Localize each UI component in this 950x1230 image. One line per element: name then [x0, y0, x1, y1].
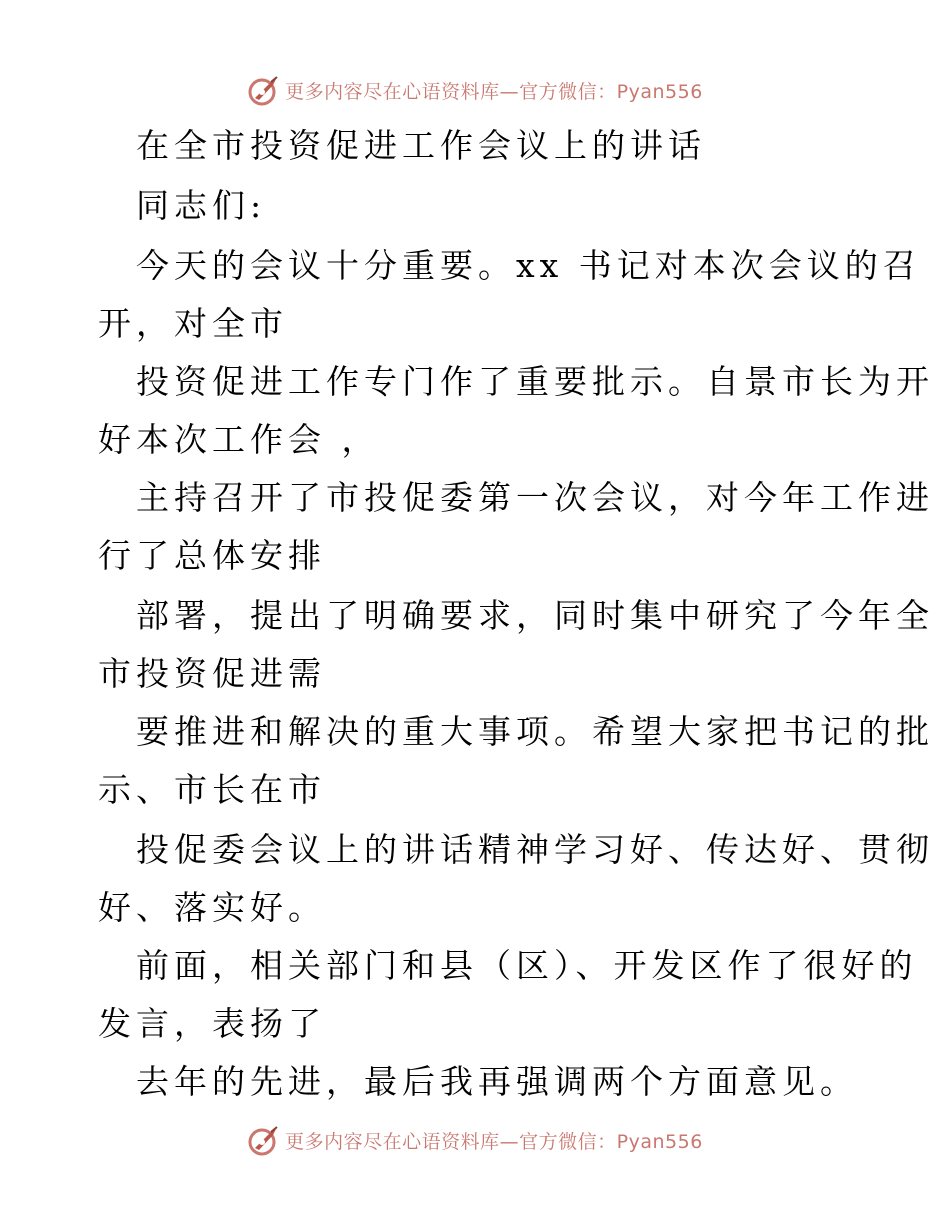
salutation: 同志们:	[136, 186, 267, 225]
paragraph-line: 示、市长在市	[98, 770, 326, 809]
pen-quill-logo-icon	[247, 73, 281, 107]
paragraph-line: 发言，表扬了	[98, 1004, 326, 1043]
paragraph-line: 好本次工作会 ，	[98, 420, 380, 459]
watermark-text: 更多内容尽在心语资料库—官方微信：Pyan556	[285, 80, 703, 103]
paragraph-line: 投促委会议上的讲话精神学习好、传达好、贯彻	[136, 830, 934, 869]
paragraph-line: 部署，提出了明确要求，同时集中研究了今年全	[136, 596, 934, 635]
paragraph-line: 前面，相关部门和县（区）、开发区作了很好的	[136, 946, 918, 985]
paragraph-line: 开，对全市	[98, 304, 288, 343]
paragraph-line: 好、落实好。	[98, 888, 326, 927]
paragraph-line: 行了总体安排	[98, 536, 326, 575]
paragraph-line: 要推进和解决的重大事项。希望大家把书记的批	[136, 712, 934, 751]
document-title: 在全市投资促进工作会议上的讲话	[136, 126, 706, 165]
paragraph-line: 市投资促进需	[98, 654, 326, 693]
paragraph-line: 投资促进工作专门作了重要批示。自景市长为开	[136, 362, 934, 401]
paragraph-line: 去年的先进，最后我再强调两个方面意见。	[136, 1062, 858, 1101]
paragraph-line: 主持召开了市投促委第一次会议，对今年工作进	[136, 478, 934, 517]
pen-quill-logo-icon	[247, 1123, 281, 1157]
watermark-banner-top	[0, 70, 950, 110]
watermark-text: 更多内容尽在心语资料库—官方微信：Pyan556	[285, 1130, 703, 1153]
watermark-banner-bottom	[0, 1120, 950, 1160]
paragraph-line: 今天的会议十分重要。xx 书记对本次会议的召	[136, 246, 921, 285]
